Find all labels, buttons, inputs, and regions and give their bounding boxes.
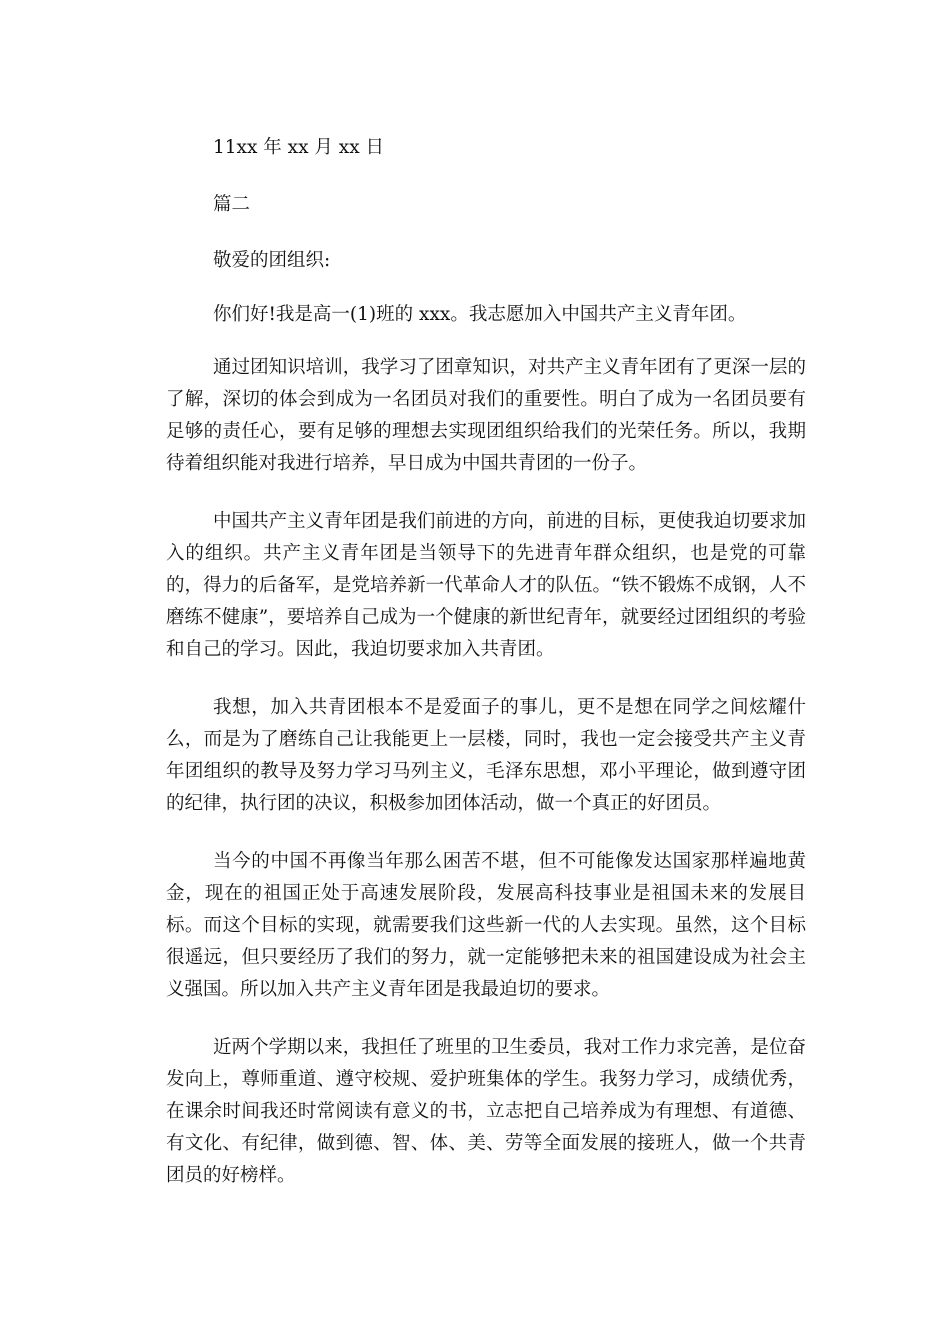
salutation: 敬爱的团组织: bbox=[213, 250, 331, 271]
body-paragraph-2: 中国共产主义青年团是我们前进的方向，前进的目标，更使我迫切要求加入的组织。共产主义青年团是当领导下的先进青年群众组织，也是党的可靠的，得力的后备军，是党培养新一代革命人才的队伍。“铁不锻炼不成钢，人不磨练不健康”，要培养自己成为一个健康的新世纪青年，就要经过团组织的考验和自己的学习。因此，我迫切要求加入共青团。 bbox=[166, 511, 806, 660]
body-paragraph-5: 近两个学期以来，我担任了班里的卫生委员，我对工作力求完善，是位奋发向上，尊师重道、遵守校规、爱护班集体的学生。我努力学习，成绩优秀，在课余时间我还时常阅读有意义的书，立志把自己培养成为有理想、有道德、有文化、有纪律，做到德、智、体、美、劳等全面发展的接班人，做一个共青团员的好榜样。 bbox=[166, 1037, 806, 1186]
greeting: 你们好!我是高一(1)班的 xxx。我志愿加入中国共产主义青年团。 bbox=[213, 304, 747, 325]
date-line: 11xx 年 xx 月 xx 日 bbox=[213, 137, 385, 158]
section-title: 篇二 bbox=[213, 194, 251, 215]
body-paragraph-3: 我想，加入共青团根本不是爱面子的事儿，更不是想在同学之间炫耀什么，而是为了磨练自己让我能更上一层楼，同时，我也一定会接受共产主义青年团组织的教导及努力学习马列主义，毛泽东思想，邓小平理论，做到遵守团的纪律，执行团的决议，积极参加团体活动，做一个真正的好团员。 bbox=[166, 697, 806, 814]
body-paragraph-1: 通过团知识培训，我学习了团章知识，对共产主义青年团有了更深一层的了解，深切的体会到成为一名团员对我们的重要性。明白了成为一名团员要有足够的责任心，要有足够的理想去实现团组织给我们的光荣任务。所以，我期待着组织能对我进行培养，早日成为中国共青团的一份子。 bbox=[166, 357, 806, 474]
body-paragraph-4: 当今的中国不再像当年那么困苦不堪，但不可能像发达国家那样遍地黄金，现在的祖国正处于高速发展阶段，发展高科技事业是祖国未来的发展目标。而这个目标的实现，就需要我们这些新一代的人去实现。虽然，这个目标很遥远，但只要经历了我们的努力，就一定能够把未来的祖国建设成为社会主义强国。所以加入共产主义青年团是我最迫切的要求。 bbox=[166, 851, 806, 1000]
